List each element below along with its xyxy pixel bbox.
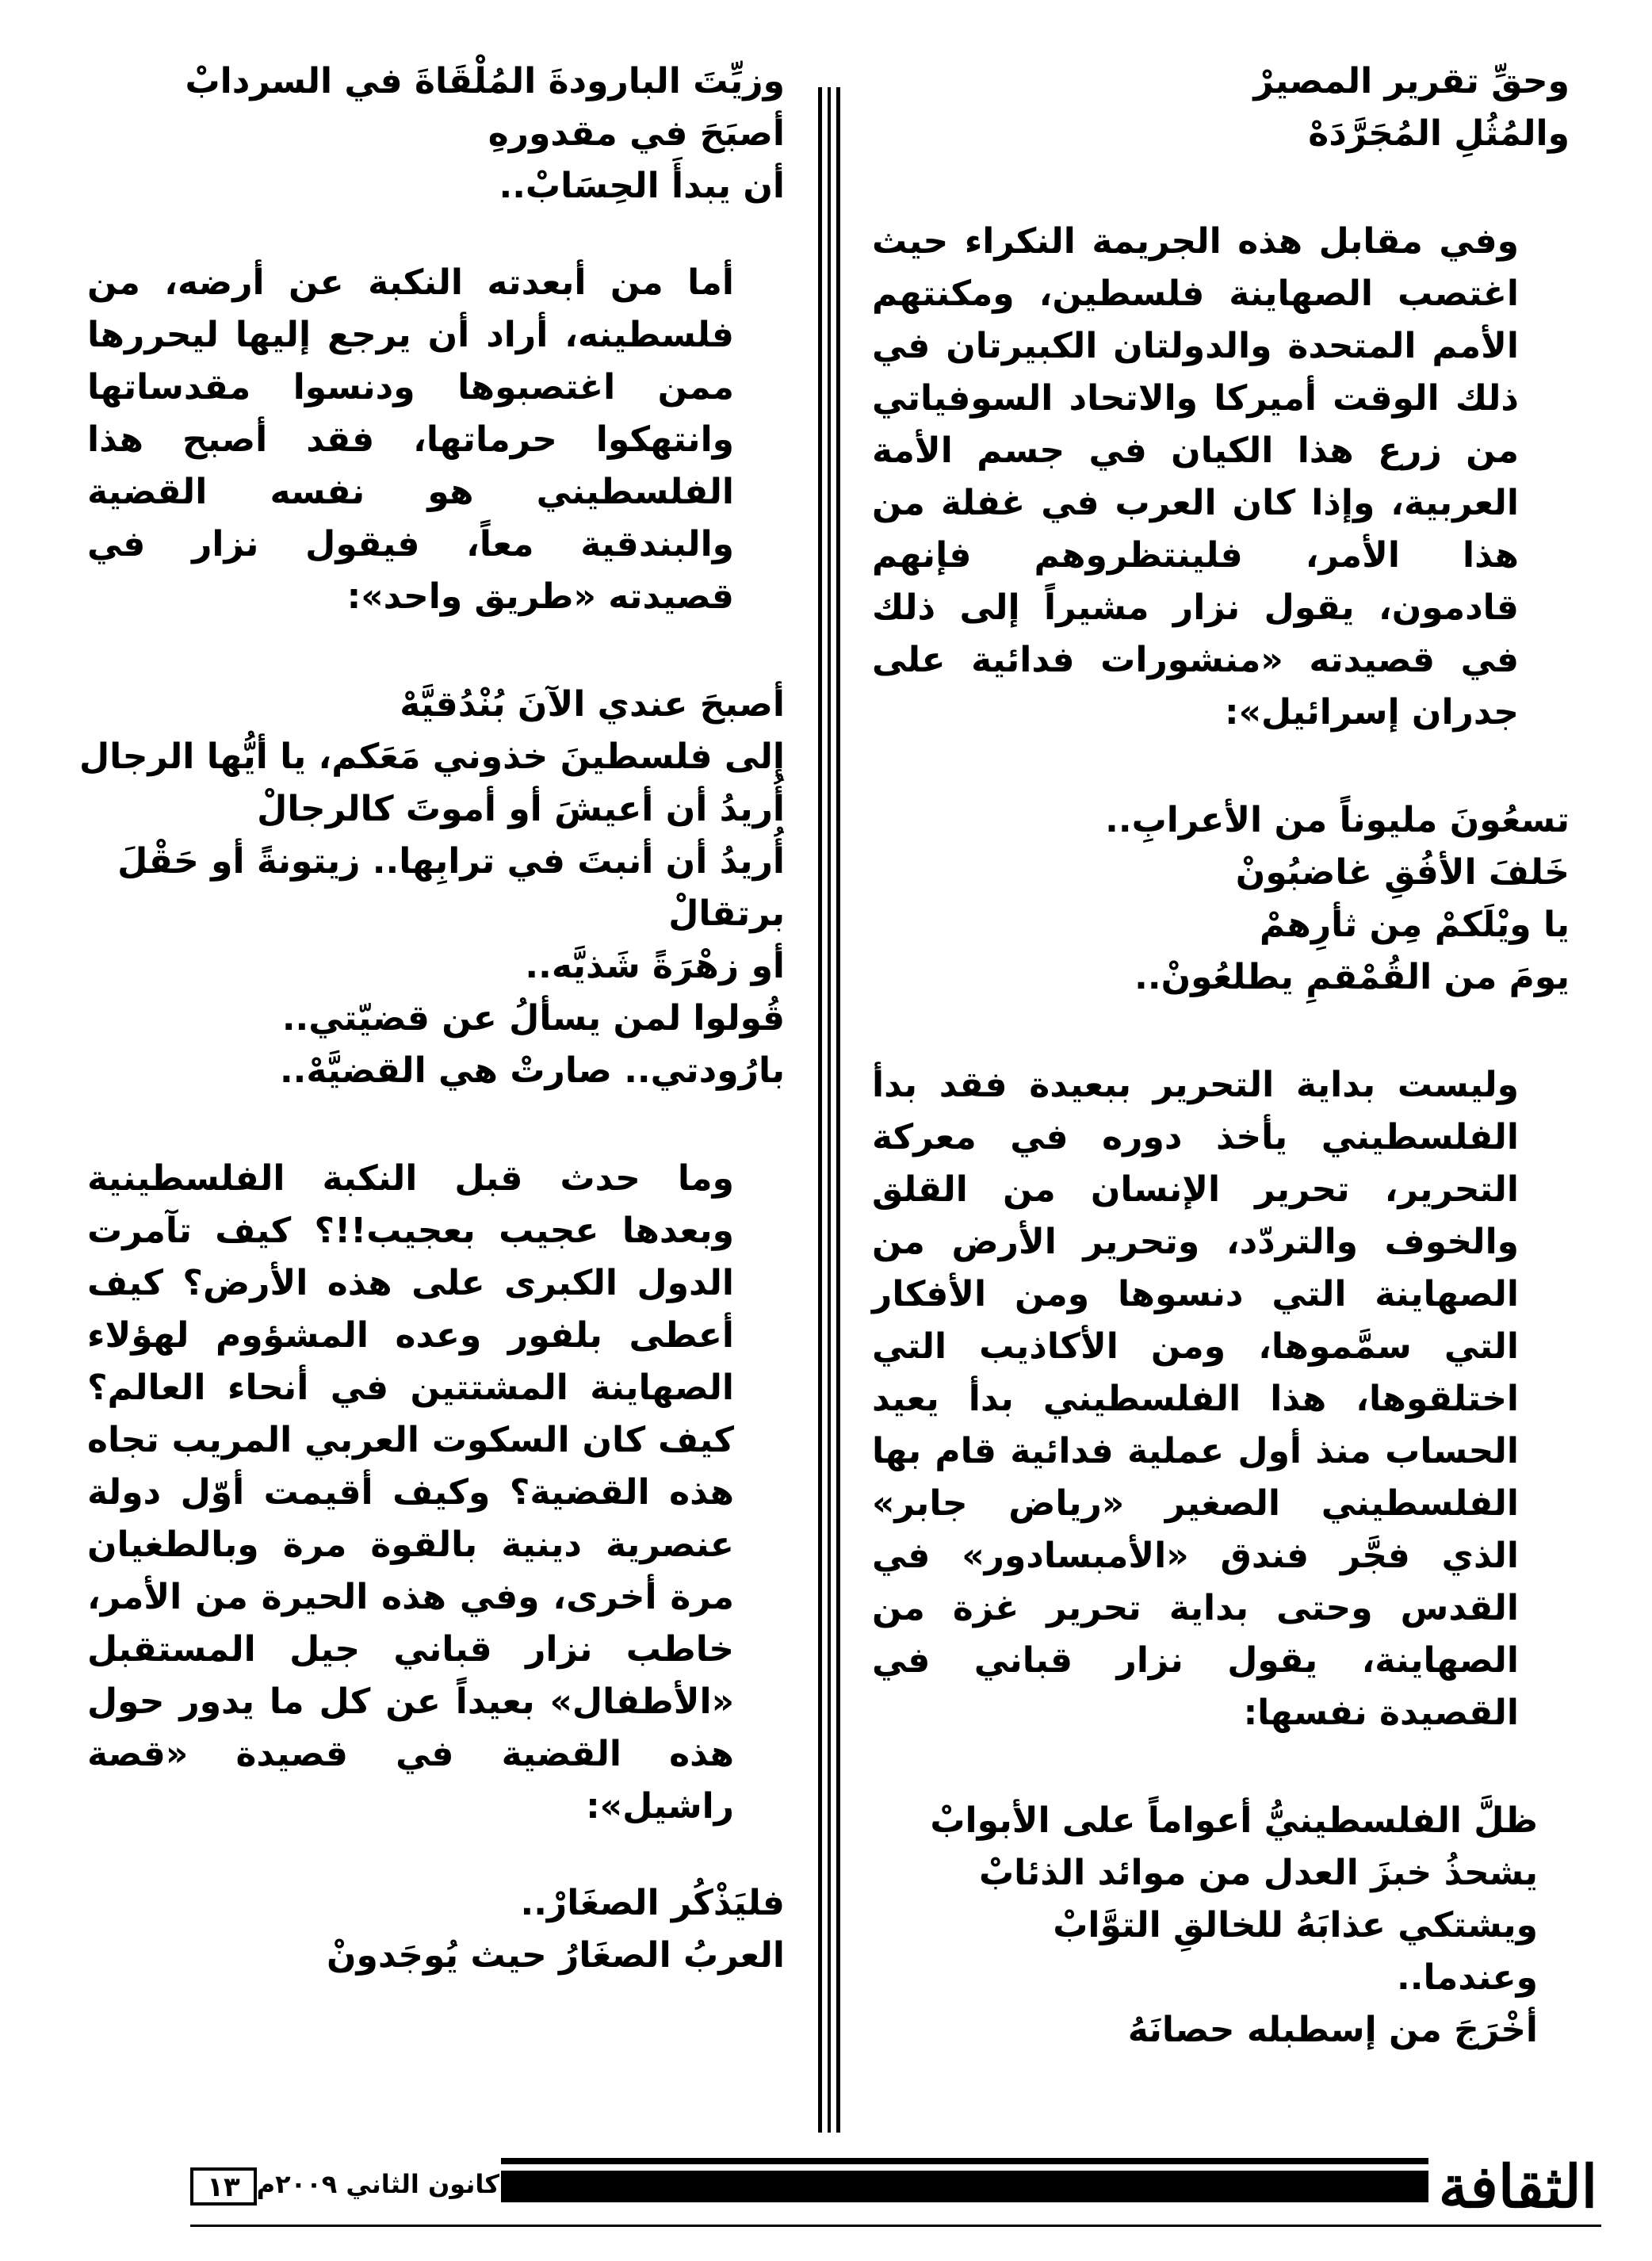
poem-line: ظلَّ الفلسطينيُّ أعواماً على الأبوابْ [930,1800,1538,1841]
poem-line: وزيِّتَ البارودةَ المُلْقَاةَ في السردابْ [185,61,785,101]
body-paragraph: أما من أبعدته النكبة عن أرضه، من فلسطينه، أراد أن يرجع إليها ليحررها ممن اغتصبوها ودنسوا مقدساتها وانتهكوا حرماتها، فقد أصبح هذا الفلسطيني هو نفسه القضية والبندقية معاً، فيقول نزار في قصيدته «طريق واحد»: [87,262,734,617]
right-column [872,55,1570,2056]
poem-line: والمُثُلِ المُجَرَّدَهْ [1308,113,1570,154]
poem-line: قُولوا لمن يسألُ عن قضيّتي.. [281,998,785,1039]
poem-line: وحقِّ تقرير المصيرْ [1253,61,1570,101]
poem-excerpt [79,679,785,1097]
poem-excerpt [87,55,785,212]
poem-excerpt [87,1877,785,1982]
poem-excerpt [872,794,1570,1004]
poem-line: أصبحَ عندي الآنَ بُنْدُقيَّهْ [400,684,785,725]
body-paragraph: وفي مقابل هذه الجريمة النكراء حيث اغتصب الصهاينة فلسطين، ومكنتهم الأمم المتحدة والدولتان الكبيرتان في ذلك الوقت أميركا والاتحاد السوفياتي من زرع هذا الكيان في جسم الأمة العربية، وإذا كان العرب في غفلة من هذا الأمر، فلينتظروهم فإنهم قادمون، يقول نزار مشيراً إلى ذلك في قصيدته «منشورات فدائية على جدران إسرائيل»: [872,221,1519,733]
poem-line: يا ويْلَكمْ مِن ثأرِهمْ [1259,905,1570,945]
column-separator [818,87,840,2133]
poem-line: فليَذْكُر الصغَارْ.. [520,1883,785,1923]
body-paragraph: وليست بداية التحرير ببعيدة فقد بدأ الفلسطيني يأخذ دوره في معركة التحرير، تحرير الإنسان من القلق والخوف والتردّد، وتحرير الأرض من الصهاينة التي دنسوها ومن الأفكار التي سمَّموها، ومن الأكاذيب التي اختلقوها، هذا الفلسطيني بدأ يعيد الحساب منذ أول عملية فدائية قام بها الفلسطيني الصغير «رياض جابر» الذي فجَّر فندق «الأمبسادور» في القدس وحتى بداية تحرير غزة من الصهاينة، يقول نزار قباني في القصيدة نفسها: [872,1065,1519,1733]
poem-line: خَلفَ الأفُقِ غاضبُونْ [1235,852,1570,893]
poem-excerpt [872,1795,1570,2056]
body-paragraph: وما حدث قبل النكبة الفلسطينية وبعدها عجيب بعجيب!!؟ كيف تآمرت الدول الكبرى على هذه الأرض؟ كيف أعطى بلفور وعده المشؤوم لهؤلاء الصهاينة المشتتين في أنحاء العالم؟ كيف كان السكوت العربي المريب تجاه هذه القضية؟ وكيف أقيمت أوّل دولة عنصرية دينية بالقوة مرة وبالطغيان مرة أخرى، وفي هذه الحيرة من الأمر، خاطب نزار قباني جيل المستقبل «الأطفال» بعيداً عن كل ما يدور حول هذه القضية في قصيدة «قصة راشيل»: [87,1158,734,1827]
page-footer [190,2153,1601,2221]
poem-line: إلى فلسطينَ خذوني مَعَكم، يا أيُّها الرجال [79,736,785,777]
poem-line: يومَ من القُمْقمِ يطلعُونْ.. [1134,957,1570,997]
footer-thin-bar [501,2158,1428,2164]
poem-line: أو زهْرَةً شَذيَّه.. [525,946,785,986]
poem-line: أُريدُ أن أعيشَ أو أموتَ كالرجالْ [257,789,785,829]
poem-line: وعندما.. [1397,1957,1538,1998]
poem-line: أخْرَجَ من إسطبله حصانَهُ [1127,2010,1538,2050]
poem-line: يشحذُ خبزَ العدل من موائد الذئابْ [978,1853,1538,1893]
poem-line: أن يبدأَ الحِسَابْ.. [499,166,785,206]
poem-line: أُريدُ أن أنبتَ في ترابِها.. زيتونةً أو حَقْلَ برتقالْ [117,841,785,934]
left-column [79,55,785,1982]
issue-date: كانون الثاني ٢٠٠٩م [256,2169,499,2199]
poem-line: بارُودتي.. صارتْ هي القضيَّهْ.. [279,1050,785,1091]
footer-rule [190,2225,1601,2227]
poem-line: أصبَحَ في مقدورهِ [488,113,785,154]
poem-line: تسعُونَ مليوناً من الأعرابِ.. [1105,800,1570,840]
page-number: ١٣ [190,2167,257,2206]
poem-line: ويشتكي عذابَهُ للخالقِ التوَّابْ [1053,1905,1538,1945]
footer-bar [501,2171,1428,2202]
poem-line: العربُ الصغَارُ حيث يُوجَدونْ [326,1935,785,1976]
magazine-logo: الثقافة [1438,2153,1598,2221]
poem-excerpt [872,55,1570,160]
